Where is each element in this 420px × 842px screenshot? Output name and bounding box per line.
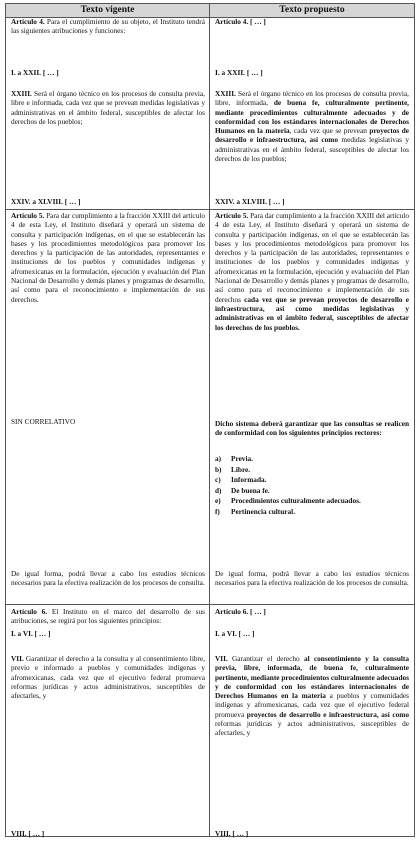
principles-list [215, 454, 409, 517]
comparison-table [5, 3, 415, 837]
art6-proposed-fractions-i-vi: I. a VI. [ … ] [215, 629, 255, 638]
list-item: d) De buena fe. [215, 485, 270, 495]
art4-proposed-fractions-xxiv: XXIV. a XLVIII. [ … ] [215, 197, 285, 206]
art4-proposed-xxiii: XXIII. Será el órgano técnico en los procesos de consulta previa, libre, informada, de buena fe, culturalmente pertinente, mediante procedimientos culturalmente adecuados y de conformidad con los estándares internacionales de Derechos Humanos en la materia, cada vez que se prevean proyectos de desarrollo e infraestructura, así como medidas legislativas y administrativas en el ámbito federal, susceptibles de afectar los derechos de los pueblos; [215, 89, 410, 164]
art6-proposed-vii: VII. Garantizar el derecho al consentimiento y la consulta previa, libre, informada, de buena fe, culturalmente pertinente, mediante procedimientos culturalmente adecuados y de conformidad con los estándares internacionales de Derechos Humanos en la materia a pueblos y comunidades indígenas y afromexicanas, cada vez que el ejecutivo federal promueva proyectos de desarrollo e infraestructura, así como reformas jurídicas y actos administrativos, susceptibles de afectarles, y [215, 654, 409, 738]
art5-proposed-dicho-sistema: Dicho sistema deberá garantizar que las consultas se realicen de conformidad con los siguientes principios rectores: [215, 419, 409, 438]
art5-proposed-final-paragraph: De igual forma, podrá llevar a cabo los estudios técnicos necesarios para la efectiva realización de los procesos de consulta. [215, 569, 409, 588]
art6-proposed-heading: Artículo 6. [ … ] [215, 607, 266, 616]
art6-current-vii: VII. Garantizar el derecho a la consulta y al consentimiento libre, previo e informado a pueblos y comunidades indígenas y afromexicanas, cada vez que el ejecutivo federal promueva reformas jurídicas y actos administrativos, susceptibles de afectarles, y [11, 654, 205, 701]
art5-current-sin-correlativo: SIN CORRELATIVO [11, 417, 76, 426]
art6-current-fractions-i-vi: I. a VI. [ … ] [11, 629, 51, 638]
art4-current-fractions-xxiv: XXIV. a XLVIII. [ … ] [11, 197, 81, 206]
header-proposed-text: Texto propuesto [279, 5, 345, 15]
art6-proposed-viii: VIII. [ … ] [215, 829, 249, 838]
art4-current-xxiii: XXIII. Será el órgano técnico en los procesos de consulta previa, libre e informada, cada vez que se prevean medidas legislativas y administrativas en el ámbito federal, susceptibles de afectar los derechos de los pueblos; [11, 89, 205, 126]
list-item: a) Previa. [215, 454, 253, 463]
list-item: f) Pertinencia cultural. [215, 506, 296, 516]
column-divider [209, 4, 210, 836]
list-item: e) Procedimientos culturalmente adecuados. [215, 496, 361, 505]
row-divider-1 [6, 209, 414, 210]
art5-proposed-text: Artículo 5. Para dar cumplimiento a la fracción XXIII del artículo 4 de esta Ley, el Instituto diseñará y operará un sistema de consulta y participación indígenas, en el que se establecerán las bases y los procedimientos metodológicos para promover los derechos y la participación de las autoridades, representantes e instituciones de los pueblos y comunidades indígenas y afromexicanas en la formulación, ejecución y evaluación del Plan Nacional de Desarrollo y demás planes y programas de desarrollo, así como para el reconocimiento e implementación de sus derechos cada vez que se prevean proyectos de desarrollo e infraestructura, así como medidas legislativas y administrativas en el ámbito federal, susceptibles de afectar los derechos de los pueblos. [215, 211, 409, 332]
list-item: c) Informada. [215, 475, 267, 484]
art5-current-text: Artículo 5. Para dar cumplimiento a la fracción XXIII del artículo 4 de esta Ley, el Instituto diseñará y operará un sistema de consulta y participación indígenas, en el que se establecerán las bases y los procedimientos metodológicos para promover los derechos y la participación de las autoridades, representantes e instituciones de los pueblos y comunidades indígenas y afromexicanas en la formulación, ejecución y evaluación del Plan Nacional de Desarrollo y demás planes y programas de desarrollo, así como para el reconocimiento e implementación de sus derechos. [11, 211, 205, 304]
table-header [6, 4, 414, 18]
header-current-text: Texto vigente [80, 5, 135, 15]
art5-current-final-paragraph: De igual forma, podrá llevar a cabo los estudios técnicos necesarios para la efectiva realización de los procesos de consulta. [11, 569, 205, 588]
row-divider-2 [6, 604, 414, 605]
art4-current-heading: Artículo 4. Para el cumplimiento de su objeto, el Instituto tendrá las siguientes atribuciones y funciones: [11, 17, 205, 36]
art4-proposed-heading: Artículo 4. [ … ] [215, 17, 266, 26]
art4-current-fractions-i-xxii: I. a XXII. [ … ] [11, 68, 59, 77]
art6-current-heading: Artículo 6. El Instituto en el marco del desarrollo de sus atribuciones, se regirá por los siguientes principios: [11, 607, 205, 626]
list-item: b) Libre. [215, 464, 251, 474]
art6-current-viii: VIII. [ … ] [11, 829, 45, 838]
art4-proposed-fractions-i-xxii: I. a XXII. [ … ] [215, 68, 263, 77]
